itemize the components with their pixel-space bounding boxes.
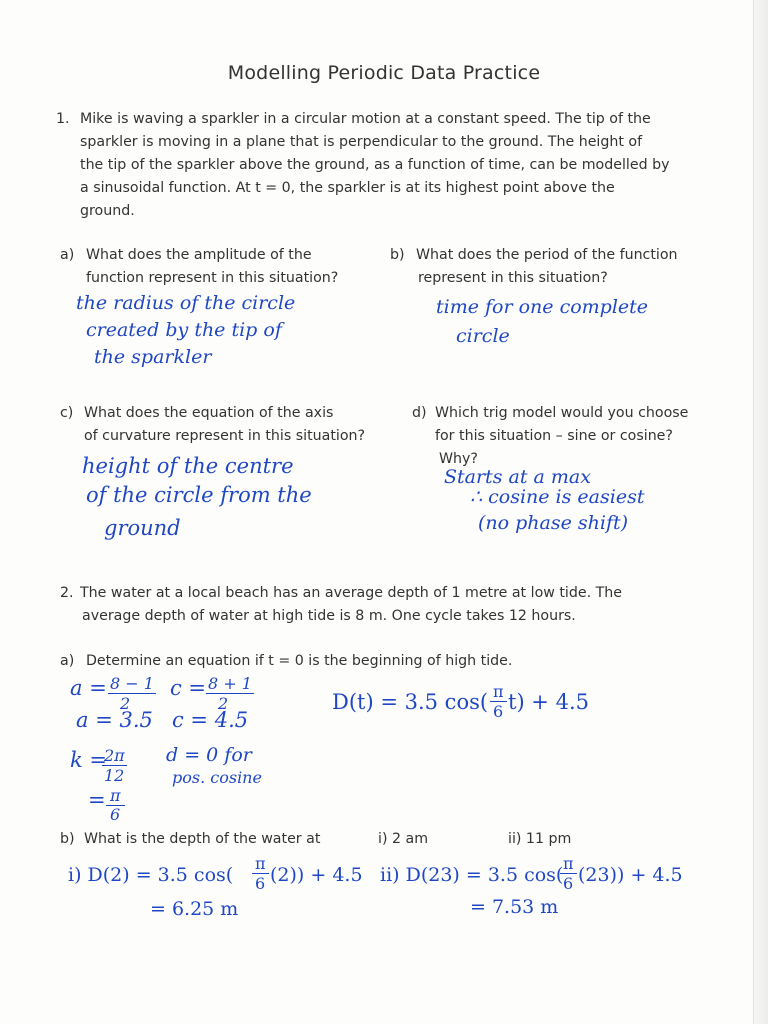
part-1a-question: What does the amplitude of the bbox=[86, 247, 312, 263]
answer-2b-i-denominator: 6 bbox=[255, 874, 266, 893]
answer-2b-i-right: (2)) + 4.5 bbox=[270, 864, 363, 886]
question-1-number: 1. bbox=[56, 111, 70, 127]
answer-2b-ii-left: ii) D(23) = 3.5 cos( bbox=[380, 864, 564, 886]
part-1c-label: c) bbox=[60, 405, 74, 421]
work-amplitude-label: a = bbox=[70, 676, 107, 700]
equation-answer-numerator: π bbox=[490, 682, 507, 702]
answer-2b-ii-right: (23)) + 4.5 bbox=[578, 864, 683, 886]
answer-2b-ii-numerator: π bbox=[560, 854, 577, 874]
answer-1a-handwritten: the radius of the circle bbox=[76, 292, 296, 314]
answer-1c-handwritten: of the circle from the bbox=[86, 483, 312, 507]
answer-1b-handwritten: time for one complete bbox=[436, 296, 649, 318]
answer-2b-ii-result: = 7.53 m bbox=[470, 896, 559, 918]
part-1b-label: b) bbox=[390, 247, 405, 263]
work-k-simplified-numerator: π bbox=[106, 786, 125, 806]
part-1a-question: function represent in this situation? bbox=[86, 270, 339, 286]
answer-1a-handwritten: created by the tip of bbox=[86, 319, 282, 341]
work-vertical-shift-label: c = bbox=[170, 676, 207, 700]
work-k-label: k = bbox=[70, 748, 107, 772]
question-2-line: The water at a local beach has an average depth of 1 metre at low tide. The bbox=[80, 585, 623, 601]
part-1d-question: Why? bbox=[439, 451, 478, 467]
work-vertical-shift-value: c = 4.5 bbox=[172, 708, 249, 732]
answer-2b-i-numerator: π bbox=[252, 854, 269, 874]
question-1-line: Mike is waving a sparkler in a circular motion at a constant speed. The tip of the bbox=[80, 111, 651, 127]
part-1b-question: represent in this situation? bbox=[418, 270, 608, 286]
part-1b-question: What does the period of the function bbox=[416, 247, 678, 263]
answer-1d-handwritten: (no phase shift) bbox=[478, 512, 629, 534]
part-2b-ii-label: ii) 11 pm bbox=[508, 831, 572, 847]
work-k-simplified-denominator: 6 bbox=[110, 805, 121, 824]
page-title: Modelling Periodic Data Practice bbox=[227, 62, 541, 84]
part-1c-question: of curvature represent in this situation? bbox=[84, 428, 366, 444]
answer-1c-handwritten: ground bbox=[104, 516, 181, 540]
page-edge bbox=[753, 0, 768, 1024]
part-1d-question: for this situation – sine or cosine? bbox=[435, 428, 673, 444]
part-1a-label: a) bbox=[60, 247, 75, 263]
answer-1c-handwritten: height of the centre bbox=[82, 454, 294, 478]
question-2-line: average depth of water at high tide is 8 m. One cycle takes 12 hours. bbox=[82, 608, 576, 624]
part-2a-label: a) bbox=[60, 653, 75, 669]
question-2-number: 2. bbox=[60, 585, 74, 601]
answer-1d-handwritten: ∴ cosine is easiest bbox=[470, 486, 645, 508]
question-1-line: the tip of the sparkler above the ground, as a function of time, can be modelled by bbox=[80, 157, 670, 173]
answer-2b-i-left: i) D(2) = 3.5 cos( bbox=[68, 864, 234, 886]
work-amplitude-denominator: 2 bbox=[120, 694, 131, 713]
work-amplitude-numerator: 8 − 1 bbox=[110, 674, 154, 693]
part-2a-question: Determine an equation if t = 0 is the beginning of high tide. bbox=[86, 653, 513, 669]
part-1d-label: d) bbox=[412, 405, 427, 421]
equation-answer-left: D(t) = 3.5 cos( bbox=[332, 690, 489, 714]
work-k-equals: = bbox=[88, 788, 106, 812]
work-vertical-shift-numerator: 8 + 1 bbox=[208, 674, 252, 693]
part-2b-label: b) bbox=[60, 831, 75, 847]
equation-answer-right: t) + 4.5 bbox=[508, 690, 589, 714]
question-1-line: a sinusoidal function. At t = 0, the sparkler is at its highest point above the bbox=[80, 180, 615, 196]
equation-answer-denominator: 6 bbox=[493, 702, 504, 721]
answer-1a-handwritten: the sparkler bbox=[94, 346, 212, 368]
work-vertical-shift-denominator: 2 bbox=[218, 694, 229, 713]
answer-2b-ii-denominator: 6 bbox=[563, 874, 574, 893]
answer-2b-i-result: = 6.25 m bbox=[150, 898, 239, 920]
question-1-line: ground. bbox=[80, 203, 135, 219]
answer-1d-handwritten: Starts at a max bbox=[444, 466, 591, 488]
work-k-denominator: 12 bbox=[104, 766, 125, 785]
work-k-numerator: 2π bbox=[104, 746, 125, 765]
work-amplitude-value: a = 3.5 bbox=[76, 708, 153, 732]
part-1d-question: Which trig model would you choose bbox=[435, 405, 689, 421]
part-2b-question: What is the depth of the water at bbox=[84, 831, 321, 847]
part-2b-i-label: i) 2 am bbox=[378, 831, 429, 847]
work-phase-note: pos. cosine bbox=[172, 768, 262, 787]
part-1c-question: What does the equation of the axis bbox=[84, 405, 334, 421]
question-1-line: sparkler is moving in a plane that is perpendicular to the ground. The height of bbox=[80, 134, 643, 150]
answer-1b-handwritten: circle bbox=[456, 325, 510, 347]
work-phase-note: d = 0 for bbox=[166, 744, 252, 766]
